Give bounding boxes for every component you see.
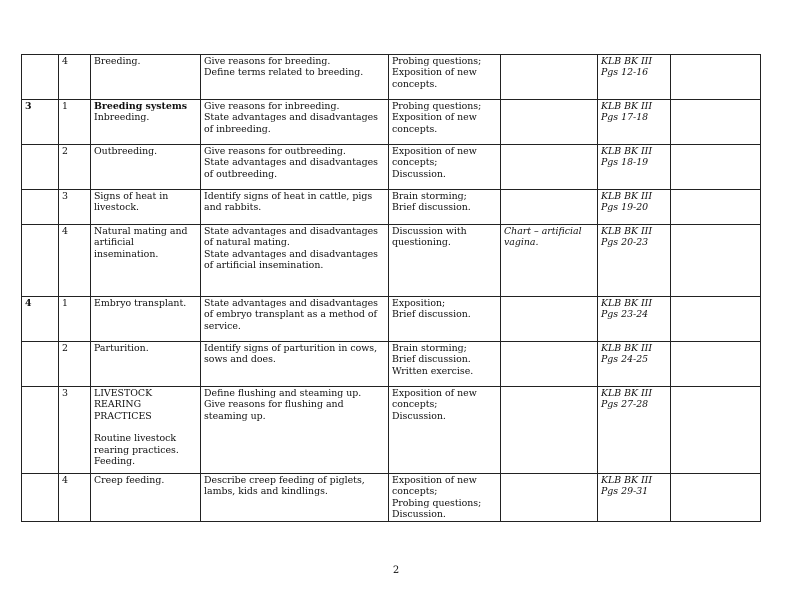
cell-line: Feeding. [94, 456, 136, 468]
remarks-cell [671, 55, 761, 100]
cell-line: LIVESTOCK [94, 388, 153, 399]
table-row [22, 474, 761, 522]
cell-line: Brain storming; [392, 343, 467, 354]
objectives-cell [201, 387, 389, 474]
cell-line: livestock. [94, 202, 139, 214]
cell-line: concepts; [392, 157, 438, 169]
activities-cell [389, 55, 501, 100]
cell-line: Creep feeding. [94, 475, 165, 486]
cell-line: Exposition of new [392, 146, 477, 157]
lesson-cell: 1 [59, 100, 91, 145]
cell-line: of inbreeding. [204, 123, 271, 135]
cell-line: Brief discussion. [392, 354, 471, 366]
cell-line: concepts. [392, 123, 438, 135]
cell-line: Pgs 19-20 [601, 202, 649, 214]
table-row [22, 100, 761, 145]
aids-cell [501, 55, 598, 100]
table-row [22, 145, 761, 190]
table-row [22, 55, 761, 100]
activities-cell [389, 342, 501, 387]
lesson-cell: 3 [59, 387, 91, 474]
topic-cell [91, 474, 201, 522]
reference-cell [598, 387, 671, 474]
reference-cell [598, 474, 671, 522]
cell-line: State advantages and disadvantages [204, 226, 378, 237]
cell-line: Pgs 18-19 [601, 157, 649, 169]
cell-line: KLB BK III [601, 101, 653, 112]
objectives-cell [201, 145, 389, 190]
cell-line: artificial [94, 237, 134, 249]
week-cell [22, 145, 59, 190]
cell-line: Pgs 20-23 [601, 237, 649, 249]
cell-line: REARING [94, 399, 142, 411]
objectives-cell [201, 100, 389, 145]
objectives-cell [201, 225, 389, 297]
lesson-cell: 1 [59, 297, 91, 342]
cell-line: Exposition of new [392, 112, 477, 124]
reference-cell [598, 342, 671, 387]
cell-line: Define terms related to breeding. [204, 67, 364, 79]
cell-line: steaming up. [204, 410, 266, 422]
cell-line: and rabbits. [204, 202, 262, 214]
aids-cell [501, 190, 598, 225]
page-number: 2 [392, 565, 400, 576]
topic-cell [91, 55, 201, 100]
activities-cell [389, 100, 501, 145]
activities-cell [389, 190, 501, 225]
week-cell [22, 342, 59, 387]
aids-cell [501, 474, 598, 522]
aids-cell [501, 145, 598, 190]
topic-cell [91, 297, 201, 342]
cell-line: State advantages and disadvantages [204, 248, 378, 260]
cell-line: concepts. [392, 78, 438, 90]
lesson-cell: 2 [59, 342, 91, 387]
cell-line: Signs of heat in [94, 191, 169, 202]
cell-line: Breeding. [94, 56, 141, 67]
cell-line: Probing questions; [392, 101, 482, 112]
table-body [22, 55, 761, 522]
cell-line: State advantages and disadvantages [204, 112, 378, 124]
week-cell [22, 225, 59, 297]
cell-line: Describe creep feeding of piglets, [204, 475, 365, 486]
topic-cell [91, 387, 201, 474]
topic-cell [91, 342, 201, 387]
cell-line: Identify signs of heat in cattle, pigs [204, 191, 373, 202]
cell-line: Define flushing and steaming up. [204, 388, 362, 399]
topic-cell [91, 190, 201, 225]
week-cell [22, 474, 59, 522]
cell-line: Outbreeding. [94, 146, 158, 157]
remarks-cell [671, 225, 761, 297]
cell-line: Written exercise. [392, 365, 474, 377]
cell-line: Brain storming; [392, 191, 467, 202]
week-cell: 3 [22, 100, 59, 145]
cell-line: Probing questions; [392, 497, 482, 509]
cell-line: Pgs 29-31 [601, 486, 649, 498]
cell-line: Natural mating and [94, 226, 188, 237]
cell-line: Probing questions; [392, 56, 482, 67]
cell-line: Exposition of new [392, 388, 477, 399]
cell-line: Discussion. [392, 509, 446, 521]
cell-line: KLB BK III [601, 298, 653, 309]
remarks-cell [671, 100, 761, 145]
aids-cell [501, 100, 598, 145]
cell-line: KLB BK III [601, 56, 653, 67]
cell-line: Exposition; [392, 298, 446, 309]
cell-line: State advantages and disadvantages [204, 157, 378, 169]
week-cell [22, 387, 59, 474]
topic-cell [91, 225, 201, 297]
table-row [22, 297, 761, 342]
cell-line: KLB BK III [601, 343, 653, 354]
cell-line: Parturition. [94, 343, 149, 354]
table-row [22, 225, 761, 297]
objectives-cell [201, 55, 389, 100]
table-row [22, 342, 761, 387]
cell-line: lambs, kids and kindlings. [204, 486, 328, 498]
cell-line: concepts; [392, 399, 438, 411]
objectives-cell [201, 297, 389, 342]
cell-line: State advantages and disadvantages [204, 298, 378, 309]
aids-cell [501, 297, 598, 342]
activities-cell [389, 145, 501, 190]
cell-line: of embryo transplant as a method of [204, 309, 377, 321]
aids-cell [501, 342, 598, 387]
reference-cell [598, 297, 671, 342]
cell-line: Pgs 17-18 [601, 112, 649, 124]
cell-line: of outbreeding. [204, 168, 278, 180]
cell-line: Exposition of new [392, 475, 477, 486]
aids-cell [501, 387, 598, 474]
remarks-cell [671, 190, 761, 225]
lesson-cell: 3 [59, 190, 91, 225]
cell-line: concepts; [392, 486, 438, 498]
cell-line: Discussion. [392, 168, 446, 180]
cell-line: Brief discussion. [392, 202, 471, 214]
cell-line: service. [204, 320, 241, 332]
topic-cell [91, 145, 201, 190]
cell-line: questioning. [392, 237, 451, 249]
cell-line: of natural mating. [204, 237, 290, 249]
cell-line: Chart – artificial [504, 226, 582, 237]
remarks-cell [671, 474, 761, 522]
reference-cell [598, 100, 671, 145]
aids-cell [501, 225, 598, 297]
remarks-cell [671, 342, 761, 387]
spacer [94, 422, 197, 433]
cell-line: KLB BK III [601, 475, 653, 486]
topic-heading: Breeding systems [94, 101, 188, 112]
cell-line: Give reasons for outbreeding. [204, 146, 346, 157]
reference-cell [598, 145, 671, 190]
reference-cell [598, 225, 671, 297]
remarks-cell [671, 297, 761, 342]
cell-line: Give reasons for breeding. [204, 56, 331, 67]
activities-cell [389, 225, 501, 297]
remarks-cell [671, 387, 761, 474]
week-cell [22, 190, 59, 225]
cell-line: vagina. [504, 237, 539, 249]
topic-cell [91, 100, 201, 145]
cell-line: Embryo transplant. [94, 298, 187, 309]
cell-line: KLB BK III [601, 388, 653, 399]
cell-line: Pgs 27-28 [601, 399, 649, 411]
lesson-cell: 4 [59, 55, 91, 100]
lesson-cell: 4 [59, 474, 91, 522]
lesson-cell: 2 [59, 145, 91, 190]
activities-cell [389, 474, 501, 522]
objectives-cell [201, 474, 389, 522]
cell-line: PRACTICES [94, 410, 152, 422]
cell-line: Exposition of new [392, 67, 477, 79]
objectives-cell [201, 342, 389, 387]
cell-line: Pgs 12-16 [601, 67, 649, 79]
week-cell: 4 [22, 297, 59, 342]
cell-line: Give reasons for inbreeding. [204, 101, 340, 112]
cell-line: rearing practices. [94, 444, 179, 456]
activities-cell [389, 297, 501, 342]
lesson-cell: 4 [59, 225, 91, 297]
cell-line: Give reasons for flushing and [204, 399, 344, 411]
cell-line: sows and does. [204, 354, 276, 366]
cell-line: Pgs 23-24 [601, 309, 649, 321]
week-cell [22, 55, 59, 100]
cell-line: Pgs 24-25 [601, 354, 649, 366]
table-row [22, 190, 761, 225]
cell-line: Discussion with [392, 226, 467, 237]
remarks-cell [671, 145, 761, 190]
cell-line: Brief discussion. [392, 309, 471, 321]
activities-cell [389, 387, 501, 474]
cell-line: KLB BK III [601, 226, 653, 237]
reference-cell [598, 55, 671, 100]
table-row [22, 387, 761, 474]
cell-line: KLB BK III [601, 146, 653, 157]
cell-line: KLB BK III [601, 191, 653, 202]
objectives-cell [201, 190, 389, 225]
cell-line: Routine livestock [94, 433, 177, 445]
reference-cell [598, 190, 671, 225]
scheme-of-work-table [21, 54, 761, 522]
cell-line: of artificial insemination. [204, 260, 324, 272]
cell-line: Inbreeding. [94, 112, 150, 124]
cell-line: insemination. [94, 248, 159, 260]
cell-line: Identify signs of parturition in cows, [204, 343, 378, 354]
cell-line: Discussion. [392, 410, 446, 422]
